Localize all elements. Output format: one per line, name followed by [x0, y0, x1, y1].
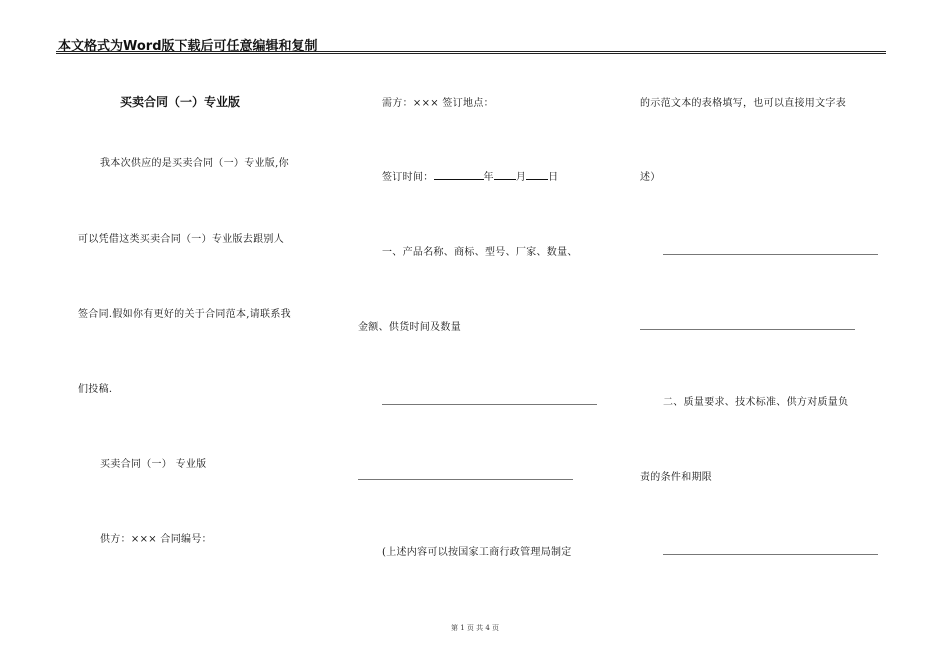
note-continued-line-2: 述）: [640, 172, 661, 183]
month-blank: [494, 169, 516, 180]
intro-line-2: 可以凭借这类买卖合同（一）专业版去跟别人: [78, 234, 284, 245]
header-rule: [56, 51, 886, 52]
fill-blank-line: [663, 254, 878, 255]
fill-blank-line: [640, 329, 855, 330]
document-title: 买卖合同（一）专业版: [120, 95, 241, 109]
day-label: 日: [548, 172, 559, 183]
note-continued-line-1: 的示范文本的表格填写，也可以直接用文字表: [640, 98, 846, 109]
item2-line-1: 二、质量要求、技术标准、供方对质量负: [663, 397, 849, 408]
intro-line-4: 们投稿.: [78, 384, 113, 395]
signing-date-label: 签订时间：: [382, 172, 434, 183]
supplier-line: 供方：××× 合同编号：: [100, 534, 212, 545]
item1-line-2: 金额、供货时间及数量: [358, 322, 461, 333]
year-blank: [434, 169, 484, 180]
intro-line-3: 签合同.假如你有更好的关于合同范本,请联系我: [78, 309, 291, 320]
header-title: 本文格式为Word版下载后可任意编辑和复制: [58, 39, 318, 54]
contract-subtitle: 买卖合同（一） 专业版: [100, 459, 207, 470]
fill-blank-line: [358, 479, 573, 480]
year-label: 年: [483, 172, 494, 183]
header-rule-double: [56, 53, 886, 54]
page-number: 第 1 页 共 4 页: [450, 624, 500, 632]
fill-blank-line: [382, 404, 597, 405]
intro-line-1: 我本次供应的是买卖合同（一）专业版,你: [100, 158, 289, 169]
month-label: 月: [515, 172, 527, 183]
signing-date-line: [382, 168, 558, 183]
note-line: (上述内容可以按国家工商行政管理局制定: [382, 547, 572, 558]
buyer-line: 需方：××× 签订地点：: [382, 98, 494, 109]
item2-line-2: 责的条件和期限: [640, 472, 713, 483]
day-blank: [526, 169, 548, 180]
item1-line-1: 一、产品名称、商标、型号、厂家、数量、: [382, 247, 578, 258]
fill-blank-line: [663, 554, 878, 555]
